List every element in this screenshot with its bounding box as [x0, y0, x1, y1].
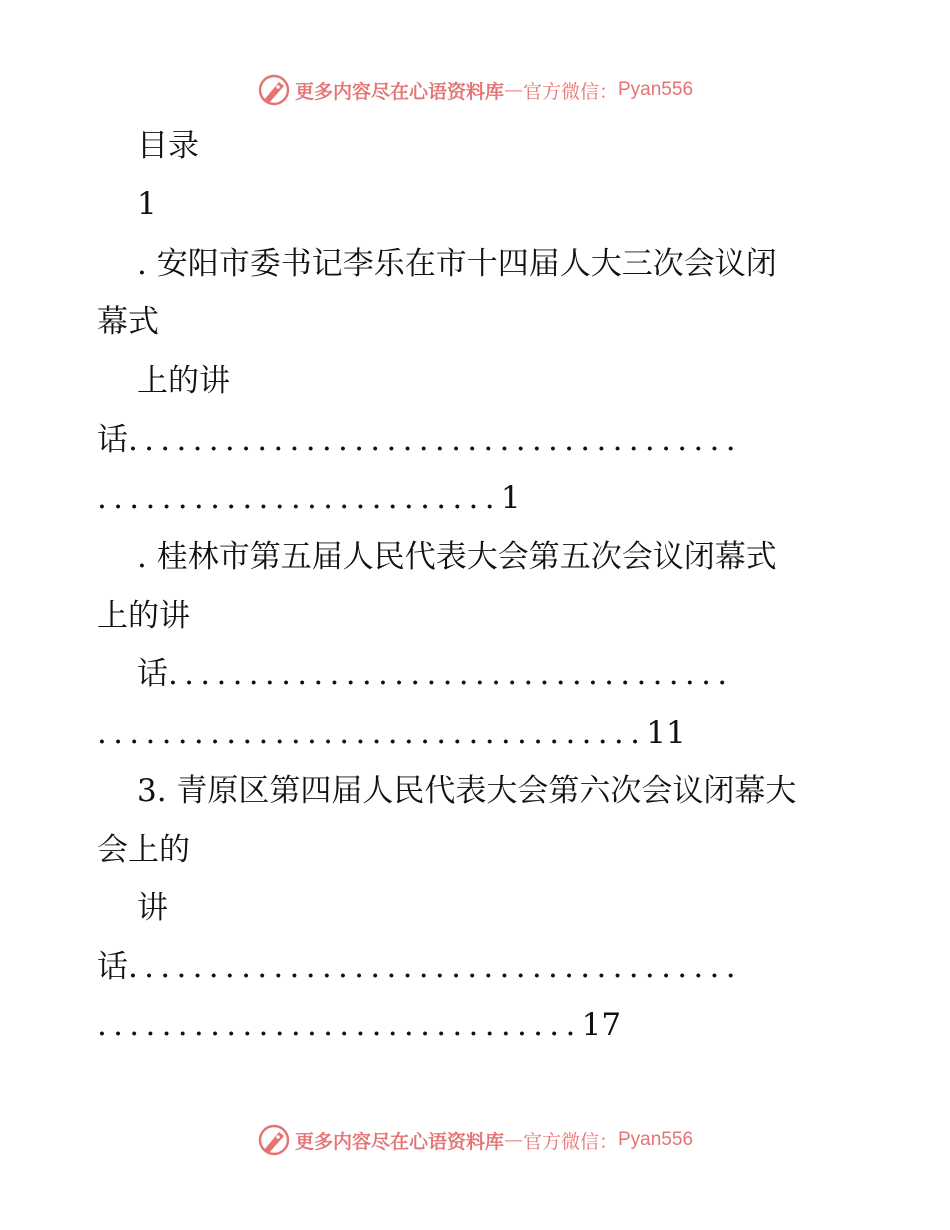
toc-entry-leader — [97, 947, 742, 987]
dot-leader: ......................... — [97, 480, 501, 516]
toc-entry-page: 1 — [500, 480, 521, 516]
dot-leader: .................................. — [97, 715, 647, 751]
watermark-contact-id: Pyan556 — [618, 1129, 694, 1150]
watermark-contact-label: 官方微信： — [522, 80, 618, 103]
footer-watermark — [0, 1120, 950, 1160]
toc-entry-leader — [97, 713, 686, 753]
toc-entry-title: 上的讲 — [97, 598, 190, 634]
toc-entry-page: 11 — [646, 715, 686, 751]
toc-heading: 目录 — [137, 128, 199, 164]
toc-number-line: 1 — [137, 186, 157, 222]
toc-entry-page: 17 — [581, 1007, 622, 1043]
watermark-separator: — — [503, 79, 523, 101]
toc-entry-leader-start: 话 — [97, 949, 128, 985]
toc-entry-title: 幕式 — [97, 304, 159, 340]
toc-entry-title: 讲 — [137, 890, 168, 926]
watermark-separator: — — [503, 1129, 523, 1151]
dot-leader: .............................. — [97, 1007, 582, 1043]
watermark-main-text: 更多内容尽在心语资料库 — [294, 80, 504, 103]
dot-leader: ................................... — [168, 656, 734, 692]
watermark-contact-label: 官方微信： — [522, 1130, 618, 1153]
watermark-contact-id: Pyan556 — [618, 79, 694, 100]
header-watermark — [0, 70, 950, 110]
toc-entry-title: . 桂林市第五届人民代表大会第五次会议闭幕式 — [137, 539, 777, 575]
toc-entry-leader-start: 话 — [97, 422, 128, 458]
toc-entry-leader — [97, 1005, 621, 1045]
toc-entry-title: 上的讲 — [137, 363, 230, 399]
toc-entry-title: 会上的 — [97, 832, 190, 868]
pen-nib-logo-icon — [257, 73, 291, 107]
toc-entry-leader — [97, 478, 521, 518]
toc-entry-leader — [97, 420, 742, 460]
toc-entry-title: . 安阳市委书记李乐在市十四届人大三次会议闭 — [137, 246, 777, 282]
toc-entry-leader-start: 话 — [137, 656, 168, 692]
dot-leader: ...................................... — [128, 949, 742, 985]
watermark-main-text: 更多内容尽在心语资料库 — [294, 1130, 504, 1153]
dot-leader: ...................................... — [128, 422, 742, 458]
pen-nib-logo-icon — [257, 1123, 291, 1157]
toc-entry-title: 3. 青原区第四届人民代表大会第六次会议闭幕大 — [137, 773, 797, 809]
toc-entry-leader — [137, 654, 733, 694]
